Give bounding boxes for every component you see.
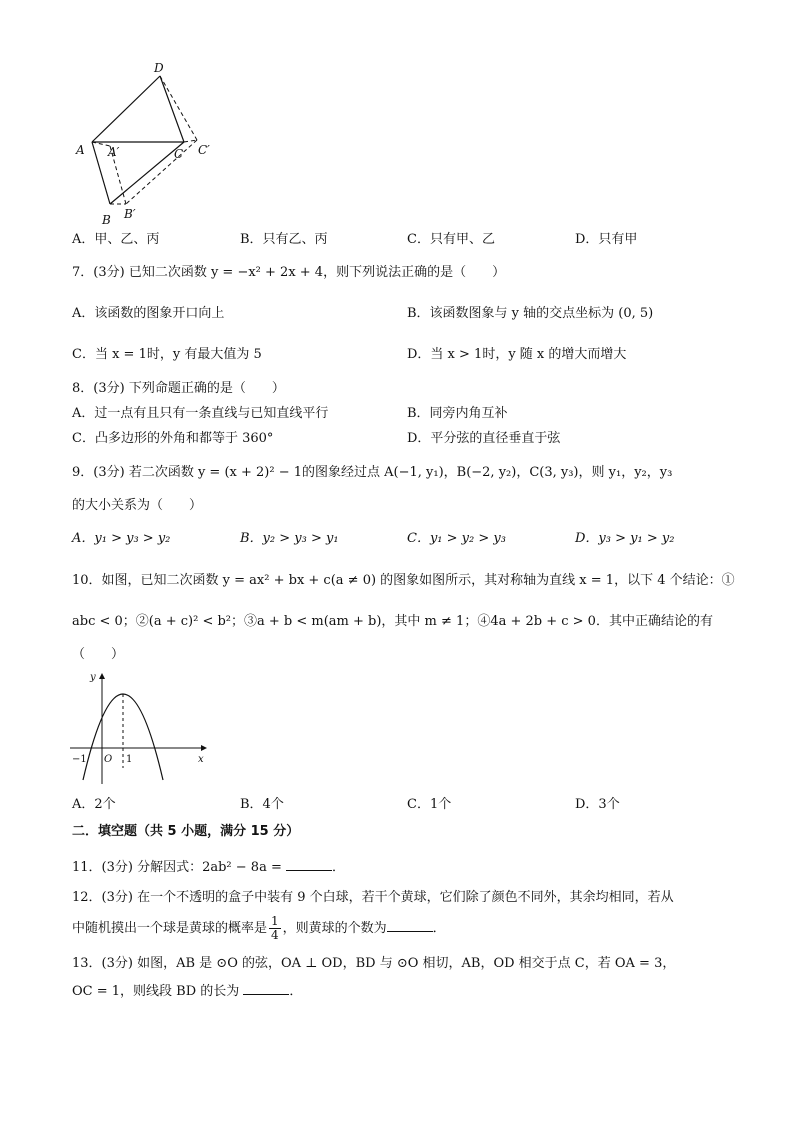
q11-end: ． (332, 860, 346, 875)
q11-line (72, 858, 345, 877)
fig6-label-a-prime: A′ (108, 145, 120, 159)
q10-graph-y-label: y (90, 672, 96, 683)
q10-graph-one-label: 1 (126, 754, 133, 765)
q6-option-d[interactable]: D．只有甲 (575, 232, 638, 247)
q7-option-d[interactable]: D．当 x > 1时，y 随 x 的增大而增大 (407, 347, 627, 362)
fig6-dash-dcp (160, 76, 197, 140)
q9-stem-line1: 9．(3分) 若二次函数 y = (x + 2)² − 1的图象经过点 A(−1, y₁)，B(−2, y₂)，C(3, y₃)，则 y₁，y₂，y₃ (72, 465, 673, 480)
q7-option-c[interactable]: C．当 x = 1时，y 有最大值为 5 (72, 347, 262, 362)
fig6-diagram (70, 58, 230, 230)
q7-stem: 7．(3分) 已知二次函数 y = −x² + 2x + 4，则下列说法正确的是（ ） (72, 265, 506, 280)
q10-stem-line2: abc < 0；②(a + c)² < b²；③a + b < m(am + b)，其中 m ≠ 1；④4a + 2b + c > 0．其中正确结论的有 (72, 614, 713, 629)
fig6-label-a: A (76, 143, 85, 157)
q9-option-c[interactable]: C．y₁ > y₂ > y₃ (407, 531, 506, 546)
q6-option-c[interactable]: C．只有甲、乙 (407, 232, 495, 247)
fig6-label-b: B (102, 213, 111, 227)
q13-end: ． (289, 984, 303, 999)
fig6-label-c: C (174, 147, 184, 161)
q9-option-d[interactable]: D．y₃ > y₁ > y₂ (575, 531, 675, 546)
fig6-label-d: D (154, 61, 164, 75)
fig6-label-b-prime: B′ (124, 207, 136, 221)
fig6-edge-ad (92, 76, 160, 142)
section2-title: 二．填空题（共 5 小题，满分 15 分） (72, 824, 300, 839)
q11-stem: 11．(3分) 分解因式：2ab² − 8a = (72, 860, 282, 875)
q8-option-d[interactable]: D．平分弦的直径垂直于弦 (407, 431, 561, 446)
q10-option-a[interactable]: A．2个 (72, 797, 116, 812)
q10-graph-x-label: x (198, 754, 204, 765)
q6-option-b[interactable]: B．只有乙、丙 (240, 232, 328, 247)
q10-option-b[interactable]: B．4个 (240, 797, 284, 812)
fig6-edge-dc (160, 76, 184, 142)
fig6-edge-bc (110, 142, 184, 204)
q12-fraction (269, 915, 281, 942)
q6-option-a[interactable]: A．甲、乙、丙 (72, 232, 160, 247)
q12-stem-pre: 中随机摸出一个球是黄球的概率是 (72, 921, 268, 936)
q13-stem-pre: OC = 1，则线段 BD 的长为 (72, 984, 240, 999)
q12-stem-line1: 12．(3分) 在一个不透明的盒子中装有 9 个白球，若干个黄球，它们除了颜色不同外，其余均相同，若从 (72, 890, 674, 905)
q11-answer-blank[interactable] (286, 858, 332, 871)
q10-stem-line3: （ ） (72, 647, 125, 662)
fig6-label-c-prime: C′ (198, 143, 210, 157)
q12-fraction-numerator: 1 (271, 914, 279, 928)
fig6-dash-cpbp (126, 140, 197, 204)
q12-fraction-denominator: 4 (271, 928, 279, 942)
q12-end: ． (432, 921, 446, 936)
q10-graph-origin-label: O (104, 754, 113, 765)
q9-stem-line2: 的大小关系为（ ） (72, 498, 203, 513)
q12-line2 (72, 912, 446, 946)
q8-option-c[interactable]: C．凸多边形的外角和都等于 360° (72, 431, 274, 446)
q10-option-d[interactable]: D．3个 (575, 797, 620, 812)
q8-stem: 8．(3分) 下列命题正确的是（ ） (72, 381, 285, 396)
q13-answer-blank[interactable] (243, 982, 289, 995)
q10-graph-neg1-label: −1 (72, 754, 87, 765)
q13-stem-line1: 13．(3分) 如图，AB 是 ⊙O 的弦，OA ⊥ OD，BD 与 ⊙O 相切，AB，OD 相交于点 C，若 OA = 3， (72, 956, 676, 971)
q7-option-b[interactable]: B．该函数图象与 y 轴的交点坐标为 (0, 5) (407, 306, 654, 321)
q8-option-a[interactable]: A．过一点有且只有一条直线与已知直线平行 (72, 406, 329, 421)
q9-option-a[interactable]: A．y₁ > y₃ > y₂ (72, 531, 171, 546)
q12-answer-blank[interactable] (387, 919, 433, 932)
q10-option-c[interactable]: C．1个 (407, 797, 452, 812)
q12-stem-mid: ，则黄球的个数为 (282, 921, 387, 936)
q10-parabola-graph (66, 668, 216, 788)
q7-option-a[interactable]: A．该函数的图象开口向上 (72, 306, 225, 321)
q10-stem-line1: 10．如图，已知二次函数 y = ax² + bx + c(a ≠ 0) 的图象如图所示，其对称轴为直线 x = 1，以下 4 个结论：① (72, 573, 735, 588)
q9-option-b[interactable]: B．y₂ > y₃ > y₁ (240, 531, 339, 546)
q8-option-b[interactable]: B．同旁内角互补 (407, 406, 508, 421)
q13-line2 (72, 982, 302, 1001)
